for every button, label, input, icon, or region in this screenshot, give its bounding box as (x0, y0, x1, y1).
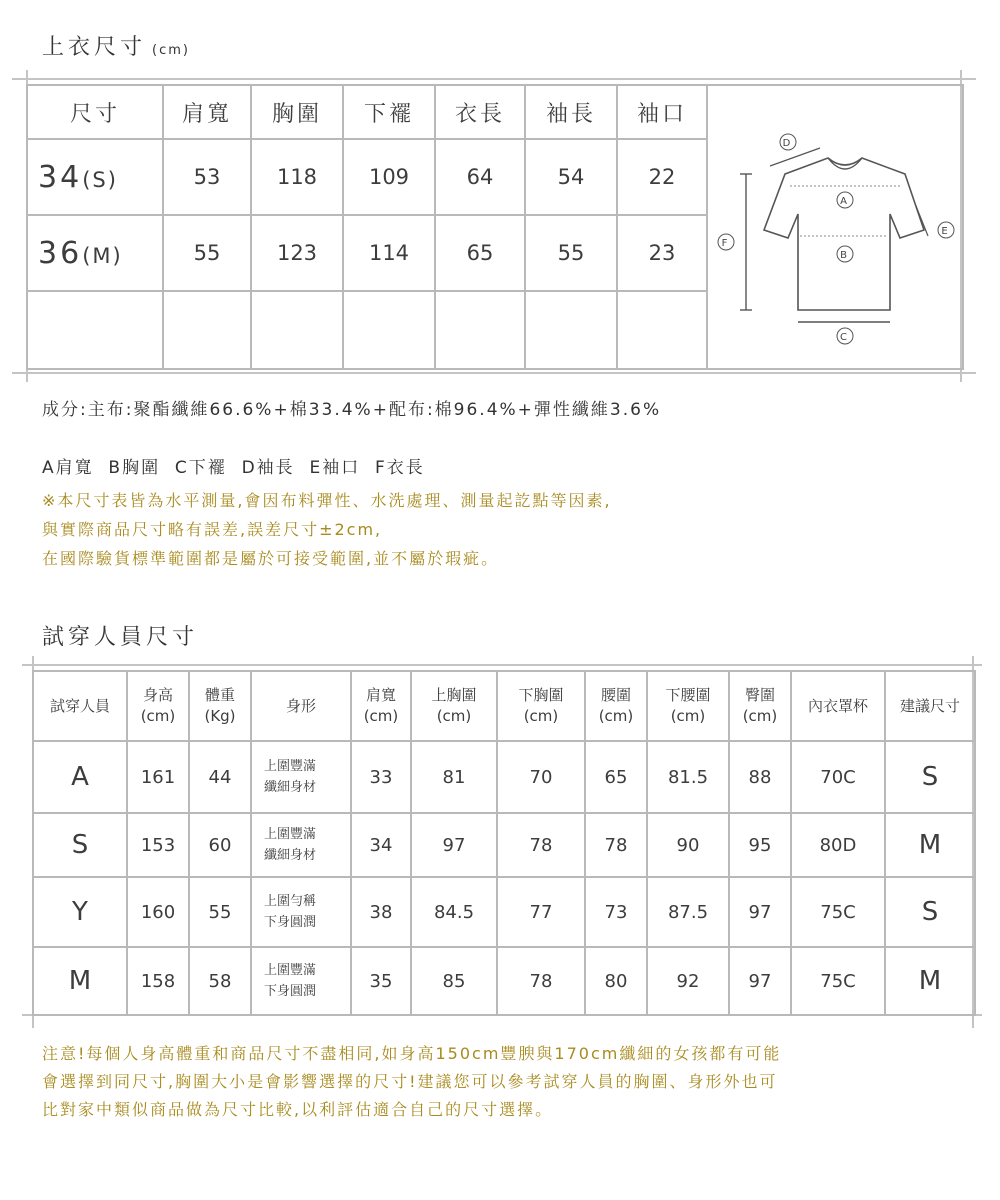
shoulder-value: 35 (351, 947, 411, 1015)
height-value: 160 (127, 877, 189, 947)
hem-value: 109 (343, 139, 435, 215)
label-d: D (782, 138, 794, 149)
header-cell: 下腰圍 (cm) (647, 671, 729, 741)
shoulder-value: 34 (351, 813, 411, 877)
under-bust-value: 78 (497, 813, 585, 877)
header-cell: 尺寸 (27, 85, 163, 139)
lower-waist-value: 92 (647, 947, 729, 1015)
bust-value: 118 (251, 139, 343, 215)
size-table-header (27, 85, 963, 139)
suggested-size: S (885, 877, 975, 947)
model-name: M (33, 947, 127, 1015)
table-border-line (12, 78, 976, 80)
upper-bust-value: 97 (411, 813, 497, 877)
header-cell: 體重 (Kg) (189, 671, 251, 741)
header-cell: 袖長 (525, 85, 617, 139)
size-label: 36(M) (27, 215, 163, 291)
shoulder-value: 38 (351, 877, 411, 947)
tshirt-diagram (710, 114, 960, 343)
label-f: F (721, 238, 731, 249)
model-name: Y (33, 877, 127, 947)
tshirt-collar (828, 158, 862, 169)
suggested-size: S (885, 741, 975, 813)
table-row (33, 813, 975, 877)
measurement-legend: A肩寬 B胸圍 C下襬 D袖長 E袖口 F衣長 (42, 458, 425, 478)
hip-value: 97 (729, 947, 791, 1015)
sleeve-value: 54 (525, 139, 617, 215)
table-row (33, 741, 975, 813)
size-chart-title: 上衣尺寸 (cm) (42, 35, 190, 60)
label-b: B (840, 250, 850, 261)
size-table (26, 84, 964, 370)
measurement-disclaimer (42, 486, 612, 573)
shoulder-value: 55 (163, 215, 251, 291)
hem-value: 114 (343, 215, 435, 291)
note-line: 比對家中類似商品做為尺寸比較,以利評估適合自己的尺寸選擇。 (42, 1100, 554, 1119)
disclaimer-line: 與實際商品尺寸略有誤差,誤差尺寸±2cm, (42, 520, 383, 539)
header-cell: 肩寬 (cm) (351, 671, 411, 741)
body-shape: 上圍豐滿 纖細身材 (251, 813, 351, 877)
header-cell: 下襬 (343, 85, 435, 139)
cup-value: 70C (791, 741, 885, 813)
lower-waist-value: 81.5 (647, 741, 729, 813)
under-bust-value: 77 (497, 877, 585, 947)
lower-waist-value: 87.5 (647, 877, 729, 947)
header-cell: 下胸圍 (cm) (497, 671, 585, 741)
cuff-value: 22 (617, 139, 707, 215)
waist-value: 73 (585, 877, 647, 947)
model-name: S (33, 813, 127, 877)
lower-waist-value: 90 (647, 813, 729, 877)
label-d-badge (780, 134, 796, 150)
label-a: A (840, 196, 850, 207)
upper-bust-value: 85 (411, 947, 497, 1015)
label-f-badge (718, 234, 734, 250)
height-value: 161 (127, 741, 189, 813)
material-composition: 成分:主布:聚酯纖維66.6%+棉33.4%+配布:棉96.4%+彈性纖維3.6% (42, 400, 662, 420)
fitting-advice-note (42, 1040, 781, 1124)
suggested-size: M (885, 813, 975, 877)
model-name: A (33, 741, 127, 813)
label-e: E (941, 226, 951, 237)
table-border-line (12, 372, 976, 374)
disclaimer-line: 在國際驗貨標準範圍都是屬於可接受範圍,並不屬於瑕疵。 (42, 549, 500, 568)
body-shape: 上圍豐滿 下身圓潤 (251, 947, 351, 1015)
shoulder-value: 53 (163, 139, 251, 215)
header-cell: 腰圍 (cm) (585, 671, 647, 741)
waist-value: 78 (585, 813, 647, 877)
table-row (33, 877, 975, 947)
length-value: 64 (435, 139, 525, 215)
tshirt-diagram-cell (707, 85, 963, 369)
header-cell: 試穿人員 (33, 671, 127, 741)
suggested-size: M (885, 947, 975, 1015)
weight-value: 58 (189, 947, 251, 1015)
upper-bust-value: 84.5 (411, 877, 497, 947)
cup-value: 75C (791, 947, 885, 1015)
header-cell: 胸圍 (251, 85, 343, 139)
label-c-badge (837, 328, 853, 344)
hip-value: 88 (729, 741, 791, 813)
shoulder-value: 33 (351, 741, 411, 813)
cup-value: 75C (791, 877, 885, 947)
header-cell: 袖口 (617, 85, 707, 139)
weight-value: 44 (189, 741, 251, 813)
disclaimer-line: ※本尺寸表皆為水平測量,會因布料彈性、水洗處理、測量起訖點等因素, (42, 491, 612, 510)
label-e-badge (938, 222, 954, 238)
table-row (33, 947, 975, 1015)
size-label: 34(S) (27, 139, 163, 215)
header-cell: 建議尺寸 (885, 671, 975, 741)
note-line: 注意!每個人身高體重和商品尺寸不盡相同,如身高150cm豐腴與170cm纖細的女孩都有可能 (42, 1044, 782, 1063)
under-bust-value: 78 (497, 947, 585, 1015)
height-value: 158 (127, 947, 189, 1015)
size-chart-unit: (cm) (152, 43, 190, 58)
tshirt-outline (764, 158, 924, 310)
waist-value: 65 (585, 741, 647, 813)
body-shape: 上圍豐滿 纖細身材 (251, 741, 351, 813)
weight-value: 60 (189, 813, 251, 877)
height-value: 153 (127, 813, 189, 877)
header-cell: 身形 (251, 671, 351, 741)
table-border-line (22, 664, 982, 666)
cuff-value: 23 (617, 215, 707, 291)
label-a-badge (837, 192, 853, 208)
hip-value: 95 (729, 813, 791, 877)
header-cell: 衣長 (435, 85, 525, 139)
bust-value: 123 (251, 215, 343, 291)
note-line: 會選擇到同尺寸,胸圍大小是會影響選擇的尺寸!建議您可以參考試穿人員的胸圍、身形外也可 (42, 1072, 778, 1091)
weight-value: 55 (189, 877, 251, 947)
hip-value: 97 (729, 877, 791, 947)
header-cell: 身高 (cm) (127, 671, 189, 741)
cup-value: 80D (791, 813, 885, 877)
header-cell: 上胸圍 (cm) (411, 671, 497, 741)
under-bust-value: 70 (497, 741, 585, 813)
label-c: C (840, 332, 850, 343)
model-section-title: 試穿人員尺寸 (42, 625, 199, 650)
model-table-header (33, 671, 975, 741)
model-table (32, 670, 976, 1016)
label-b-badge (837, 246, 853, 262)
header-cell: 臀圍 (cm) (729, 671, 791, 741)
length-value: 65 (435, 215, 525, 291)
header-cell: 內衣罩杯 (791, 671, 885, 741)
sleeve-value: 55 (525, 215, 617, 291)
upper-bust-value: 81 (411, 741, 497, 813)
waist-value: 80 (585, 947, 647, 1015)
header-cell: 肩寬 (163, 85, 251, 139)
body-shape: 上圍勻稱 下身圓潤 (251, 877, 351, 947)
